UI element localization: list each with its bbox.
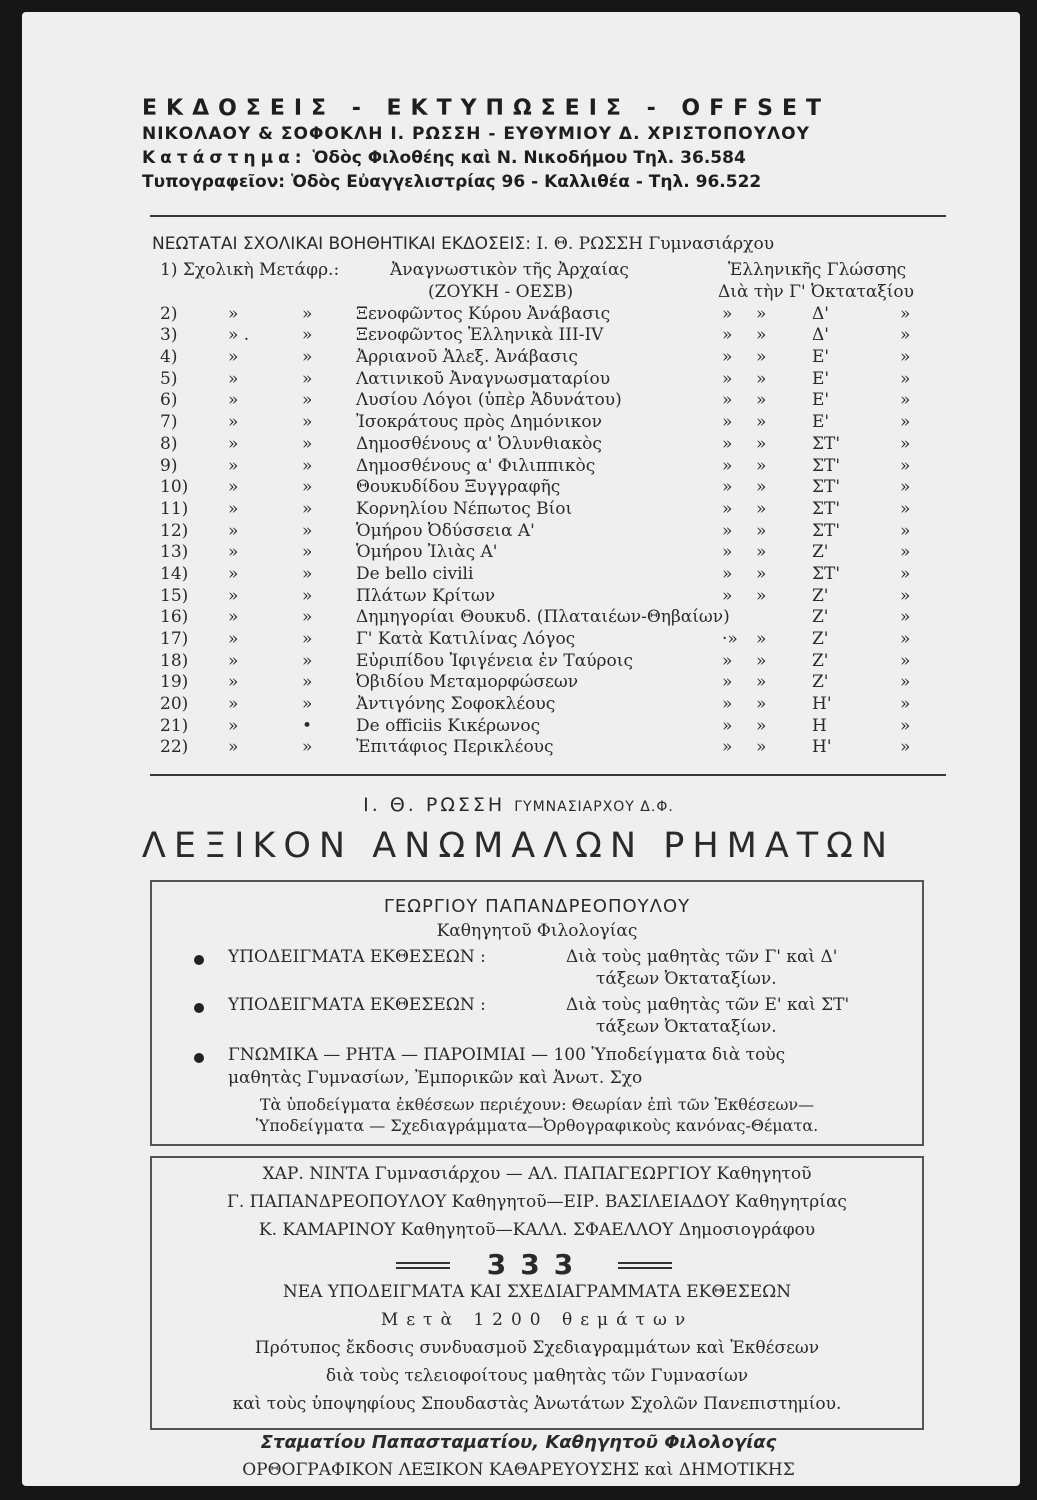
ditto-mark: » — [900, 737, 911, 758]
item-text-cont: τάξεων Ὀκταταξίων. — [596, 969, 777, 989]
ditto-mark: » — [722, 715, 733, 736]
list-item — [152, 434, 944, 456]
publisher-names: ΝΙΚΟΛΑΟΥ & ΣΟΦΟΚΛΗ Ι. ΡΩΣΣΗ - ΕΥΘΥΜΙΟΥ Δ. ΧΡΙΣΤΟΠΟΥΛΟΥ — [142, 124, 810, 144]
ditto-mark: » — [722, 433, 733, 454]
item-class: Ε' — [812, 368, 830, 389]
item-title: Κορνηλίου Νέπωτος Βίοι — [356, 498, 573, 519]
item-source: (ΖΟΥΚΗ - ΟΕΣΒ) — [428, 281, 574, 302]
ditto-mark: » — [756, 303, 767, 324]
list-item — [152, 694, 944, 716]
ditto-mark: ·» — [722, 629, 738, 649]
ditto-mark: » — [756, 650, 767, 671]
item-title: Λυσίου Λόγοι (ὑπὲρ Ἀδυνάτου) — [356, 390, 622, 411]
ditto-mark: » — [900, 368, 911, 389]
item-class: Η' — [812, 737, 832, 758]
list-item — [152, 521, 944, 543]
ditto-mark: » — [302, 694, 313, 715]
ditto-mark: » — [722, 520, 733, 541]
item-title: Ἀναγνωστικὸν τῆς Ἀρχαίας — [390, 260, 629, 280]
ditto-mark: » — [900, 629, 911, 649]
item-class: Ζ' — [812, 672, 829, 693]
ditto-mark: » — [900, 520, 911, 541]
ditto-mark: » — [228, 347, 239, 368]
ditto-mark: » — [722, 455, 733, 476]
editions-list — [152, 304, 944, 759]
ditto-mark: » — [900, 585, 911, 606]
item-title-cont: Ἑλληνικῆς Γλώσσης — [728, 260, 907, 280]
item-number: 21) — [160, 715, 189, 736]
item-class: Ζ' — [812, 585, 829, 606]
ditto-mark: » — [722, 542, 733, 563]
item-title: Ἀρριανοῦ Ἀλεξ. Ἀνάβασις — [356, 347, 578, 368]
ditto-mark: » — [756, 498, 767, 519]
ditto-mark: » — [722, 563, 733, 584]
item-number: 9) — [160, 455, 178, 476]
item-class: Ε' — [812, 347, 830, 368]
ditto-mark: » — [302, 672, 313, 693]
ditto-mark: » — [756, 477, 767, 498]
list-item — [152, 607, 944, 629]
ditto-mark: » — [900, 607, 911, 628]
ditto-mark: » — [228, 368, 239, 389]
item-prefix: 1) Σχολικὴ Μετάφρ.: — [160, 260, 340, 280]
item-text: Διὰ τοὺς μαθητὰς τῶν Ε' καὶ ΣΤ' — [566, 995, 850, 1015]
publisher-services: ΕΚΔΟΣΕΙΣ - ΕΚΤΥΠΩΣΕΙΣ - OFFSET — [142, 96, 831, 121]
item-number: 12) — [160, 520, 189, 541]
list-item — [152, 737, 944, 759]
item-class: Ζ' — [812, 650, 829, 671]
ditto-mark: » — [756, 563, 767, 584]
ditto-mark: » — [756, 433, 767, 454]
ditto-mark: » — [302, 368, 313, 389]
list-item — [152, 260, 944, 282]
item-title: Λατινικοῦ Ἀναγνωσματαρίου — [356, 368, 611, 389]
ornament-rule — [396, 1267, 450, 1269]
item-title: ΥΠΟΔΕΙΓΜΑΤΑ ΕΚΘΕΣΕΩΝ : — [228, 947, 486, 967]
press-address: Ὁδὸς Εὐαγγελιστρίας 96 - Καλλιθέα - Τηλ. 96.522 — [291, 172, 762, 192]
box2-title: ΝΕΑ ΥΠΟΔΕΙΓΜΑΤΑ ΚΑΙ ΣΧΕΔΙΑΓΡΑΜΜΑΤΑ ΕΚΘΕΣΕΩΝ — [282, 1282, 792, 1302]
ditto-mark: » — [228, 433, 239, 454]
item-number: 22) — [160, 737, 189, 758]
item-number: 19) — [160, 672, 189, 693]
ditto-mark: » — [722, 498, 733, 519]
item-title: Θουκυδίδου Ξυγγραφῆς — [356, 477, 561, 498]
ditto-mark: » — [228, 477, 239, 498]
ditto-mark: » — [756, 672, 767, 693]
ditto-mark: » — [722, 672, 733, 693]
ditto-mark: » — [302, 520, 313, 541]
list-item — [152, 390, 944, 412]
ditto-mark: » — [756, 737, 767, 758]
publisher-header — [142, 96, 946, 196]
item-number: 5) — [160, 368, 178, 389]
box2-desc: Πρότυπος ἔκδοσις συνδυασμοῦ Σχεδιαγραμμάτων καὶ Ἐκθέσεων — [254, 1338, 820, 1358]
ditto-mark: » — [756, 325, 767, 346]
item-class: Δ' — [812, 303, 829, 324]
box2-authors: Γ. ΠΑΠΑΝΔΡΕΟΠΟΥΛΟΥ Καθηγητοῦ—ΕΙΡ. ΒΑΣΙΛΕΙΑΔΟΥ Καθηγητρίας — [227, 1192, 847, 1212]
ditto-mark: » — [302, 737, 313, 758]
lexicon-author-name: Ι. Θ. ΡΩΣΣΗ — [363, 794, 506, 816]
item-number: 18) — [160, 650, 189, 671]
box2-subtitle: Μετὰ 1200 θεμάτων — [380, 1310, 694, 1330]
list-item — [152, 456, 944, 478]
ditto-mark: » — [228, 412, 239, 433]
ditto-mark: » — [900, 412, 911, 433]
ditto-mark: » — [756, 390, 767, 411]
ditto-mark: » — [228, 650, 239, 671]
ditto-mark: » — [756, 585, 767, 606]
ditto-mark: » — [302, 412, 313, 433]
ditto-mark: » — [228, 672, 239, 693]
ditto-mark: » — [900, 325, 911, 346]
list-item — [152, 542, 944, 564]
box2-authors: ΧΑΡ. ΝΙΝΤΑ Γυμνασιάρχου — ΑΛ. ΠΑΠΑΓΕΩΡΓΙΟΥ Καθηγητοῦ — [262, 1164, 812, 1184]
list-item — [152, 325, 944, 347]
item-number: 6) — [160, 390, 178, 411]
list-item — [152, 304, 944, 326]
item-title: Ὁμήρου Ὀδύσσεια Α' — [356, 520, 535, 541]
ornament-rule — [618, 1262, 672, 1264]
box2-number: 333 — [486, 1248, 588, 1281]
ditto-mark: » — [900, 347, 911, 368]
list-item-sub — [152, 282, 944, 304]
ditto-mark: » — [722, 477, 733, 498]
series-editor: Ι. Θ. ΡΩΣΣΗ Γυμνασιάρχου — [536, 234, 775, 254]
store-address: Ὁδὸς Φιλοθέης καὶ Ν. Νικοδήμου Τηλ. 36.584 — [312, 148, 746, 168]
store-label: Κατάστημα: — [142, 148, 307, 168]
bullet-icon — [194, 1053, 204, 1063]
item-class: Δ' — [812, 325, 829, 346]
box2-number-row — [152, 1248, 922, 1282]
school-editions-section — [152, 234, 944, 759]
item-number: 4) — [160, 347, 178, 368]
list-item — [152, 629, 944, 651]
series-heading — [152, 234, 944, 260]
item-title: Πλάτων Κρίτων — [356, 585, 496, 606]
item-number: 2) — [160, 303, 178, 324]
ditto-mark: » — [900, 303, 911, 324]
essays-box — [150, 880, 924, 1146]
item-title: Ἰσοκράτους πρὸς Δημόνικον — [356, 412, 602, 433]
divider — [150, 215, 946, 217]
item-title: Ὀβιδίου Μεταμορφώσεων — [356, 672, 579, 693]
ditto-mark: » — [228, 498, 239, 519]
box2-authors: Κ. ΚΑΜΑΡΙΝΟΥ Καθηγητοῦ—ΚΑΛΛ. ΣΦΑΕΛΛΟΥ Δημοσιογράφου — [258, 1220, 816, 1240]
item-title: Δημηγορίαι Θουκυδ. (Πλαταιέων-Θηβαίων) — [356, 607, 730, 628]
ditto-mark: » — [722, 650, 733, 671]
item-number: 14) — [160, 563, 189, 584]
box1-author-title: Καθηγητοῦ Φιλολογίας — [436, 921, 638, 941]
box1-note-cont: Ὑποδείγματα — Σχεδιαγράμματα—Ὀρθογραφικοὺς κανόνας-Θέματα. — [255, 1116, 819, 1135]
ditto-mark: » — [756, 715, 767, 736]
ditto-mark: » — [302, 455, 313, 476]
ditto-mark: • — [302, 715, 313, 736]
item-class: Διὰ τὴν Γ' Ὀκταταξίου — [718, 281, 914, 302]
ditto-mark: » — [228, 715, 239, 736]
ditto-mark: » — [900, 650, 911, 671]
list-item — [152, 947, 922, 993]
ditto-mark: » — [900, 498, 911, 519]
series-title: ΝΕΩΤΑΤΑΙ ΣΧΟΛΙΚΑΙ ΒΟΗΘΗΤΙΚΑΙ ΕΚΔΟΣΕΙΣ: — [152, 234, 531, 254]
list-item — [152, 412, 944, 434]
item-title: Δημοσθένους α' Φιλιππικὸς — [356, 455, 596, 476]
item-number: 7) — [160, 412, 178, 433]
store-line — [142, 148, 946, 172]
ditto-mark: » — [756, 368, 767, 389]
item-title: ΓΝΩΜΙΚΑ — ΡΗΤΑ — ΠΑΡΟΙΜΙΑΙ — 100 Ὑποδείγματα διὰ τοὺς — [228, 1045, 786, 1065]
ditto-mark: » — [900, 563, 911, 584]
ditto-mark: » — [722, 737, 733, 758]
ditto-mark: » — [722, 390, 733, 411]
footer-title: ΟΡΘΟΓΡΑΦΙΚΟΝ ΛΕΞΙΚΟΝ ΚΑΘΑΡΕΥΟΥΣΗΣ καὶ ΔΗΜΟΤΙΚΗΣ — [242, 1460, 795, 1480]
press-line — [142, 172, 946, 196]
item-title: ΥΠΟΔΕΙΓΜΑΤΑ ΕΚΘΕΣΕΩΝ : — [228, 995, 486, 1015]
ditto-mark: » — [900, 715, 911, 736]
essays-333-box — [150, 1156, 924, 1430]
item-number: 13) — [160, 542, 189, 563]
ditto-mark: » — [302, 607, 313, 628]
ditto-mark: » — [302, 542, 313, 563]
ditto-mark: » — [756, 455, 767, 476]
list-item — [152, 995, 922, 1045]
ditto-mark: » — [302, 650, 313, 671]
item-title: Γ' Κατὰ Κατιλίνας Λόγος — [356, 629, 576, 649]
item-class: ΣΤ' — [812, 498, 841, 519]
item-title: De officiis Κικέρωνος — [356, 715, 541, 736]
ditto-mark: » — [228, 694, 239, 715]
bullet-icon — [194, 955, 204, 965]
item-class: Ζ' — [812, 607, 829, 628]
ornament-rule — [396, 1262, 450, 1264]
ditto-mark: » — [900, 390, 911, 411]
press-label: Τυπογραφεῖον: — [142, 172, 286, 192]
item-class: ΣΤ' — [812, 563, 841, 584]
ditto-mark: » — [228, 455, 239, 476]
list-item — [152, 1045, 922, 1093]
item-class: ΣΤ' — [812, 455, 841, 476]
list-item — [152, 564, 944, 586]
ditto-mark: » — [302, 303, 313, 324]
ditto-mark: » — [722, 694, 733, 715]
ditto-mark: » — [302, 563, 313, 584]
item-number: 16) — [160, 607, 189, 628]
item-title: Ξενοφῶντος Ἑλληνικὰ ΙΙΙ-IV — [356, 325, 604, 346]
item-number: 17) — [160, 629, 189, 649]
item-title: Ὁμήρου Ἰλιὰς Α' — [356, 542, 498, 563]
lexicon-title: ΛΕΞΙΚΟΝ ΑΝΩΜΑΛΩΝ ΡΗΜΑΤΩΝ — [141, 826, 896, 866]
ditto-mark: » — [302, 433, 313, 454]
ditto-mark: » — [900, 433, 911, 454]
ditto-mark: » — [228, 303, 239, 324]
ditto-mark: » — [722, 347, 733, 368]
list-item — [152, 369, 944, 391]
item-text: Διὰ τοὺς μαθητὰς τῶν Γ' καὶ Δ' — [566, 947, 838, 967]
ditto-mark: » — [756, 629, 767, 649]
item-class: Η' — [812, 694, 832, 715]
ditto-mark: » — [302, 498, 313, 519]
item-class: ΣΤ' — [812, 433, 841, 454]
ditto-mark: » — [228, 737, 239, 758]
ditto-mark: » — [756, 412, 767, 433]
item-number: 20) — [160, 694, 189, 715]
list-item — [152, 477, 944, 499]
box1-author: ΓΕΩΡΓΙΟΥ ΠΑΠΑΝΔΡΕΟΠΟΥΛΟΥ — [383, 896, 691, 917]
item-text-cont: τάξεων Ὀκταταξίων. — [596, 1017, 777, 1037]
list-item — [152, 499, 944, 521]
divider — [150, 774, 946, 776]
ditto-mark: » — [228, 629, 239, 649]
ditto-mark: » . — [228, 325, 250, 346]
ditto-mark: » — [302, 629, 313, 649]
item-title: Ξενοφῶντος Κύρου Ἀνάβασις — [356, 303, 611, 324]
list-item — [152, 672, 944, 694]
box1-note: Τὰ ὑποδείγματα ἐκθέσεων περιέχουν: Θεωρίαν ἐπὶ τῶν Ἐκθέσεων— — [259, 1095, 815, 1114]
item-title: Ἐπιτάφιος Περικλέους — [356, 737, 554, 758]
ditto-mark: » — [302, 347, 313, 368]
ditto-mark: » — [228, 607, 239, 628]
ditto-mark: » — [756, 520, 767, 541]
bullet-icon — [194, 1003, 204, 1013]
item-number: 8) — [160, 433, 178, 454]
item-number: 15) — [160, 585, 189, 606]
ditto-mark: » — [228, 585, 239, 606]
box2-desc: διὰ τοὺς τελειοφοίτους μαθητὰς τῶν Γυμνασίων — [325, 1366, 749, 1386]
ditto-mark: » — [900, 694, 911, 715]
item-title: Εὐριπίδου Ἰφιγένεια ἐν Ταύροις — [356, 650, 633, 671]
item-class: ΣΤ' — [812, 520, 841, 541]
ditto-mark: » — [756, 542, 767, 563]
ditto-mark: » — [302, 585, 313, 606]
ditto-mark: » — [900, 542, 911, 563]
item-class: Ε' — [812, 390, 830, 411]
item-text-cont: μαθητὰς Γυμνασίων, Ἐμπορικῶν καὶ Ἀνωτ. Σχο — [228, 1068, 643, 1088]
item-title: Ἀντιγόνης Σοφοκλέους — [356, 694, 556, 715]
ditto-mark: » — [756, 347, 767, 368]
ditto-mark: » — [900, 672, 911, 693]
item-class: Ε' — [812, 412, 830, 433]
lexicon-author — [0, 794, 1037, 816]
ditto-mark: » — [756, 694, 767, 715]
ditto-mark: » — [722, 368, 733, 389]
item-number: 11) — [160, 498, 189, 519]
ditto-mark: » — [302, 477, 313, 498]
item-class: Ζ' — [812, 629, 829, 649]
ditto-mark: » — [228, 542, 239, 563]
ditto-mark: » — [900, 477, 911, 498]
ditto-mark: » — [302, 390, 313, 411]
ditto-mark: » — [722, 412, 733, 433]
list-item — [152, 651, 944, 673]
item-number: 10) — [160, 477, 189, 498]
item-class: Ζ' — [812, 542, 829, 563]
item-class: Η — [812, 715, 827, 736]
lexicon-author-title: ΓΥΜΝΑΣΙΑΡΧΟΥ Δ.Φ. — [514, 799, 674, 815]
footer-author: Σταματίου Παπασταματίου, Καθηγητοῦ Φιλολογίας — [260, 1432, 777, 1453]
item-title: Δημοσθένους α' Ὀλυνθιακὸς — [356, 433, 602, 454]
ditto-mark: » — [722, 585, 733, 606]
ditto-mark: » — [228, 390, 239, 411]
box2-desc: καὶ τοὺς ὑποψηφίους Σπουδαστὰς Ἀνωτάτων Σχολῶν Πανεπιστημίου. — [232, 1394, 842, 1414]
list-item — [152, 716, 944, 738]
ditto-mark: » — [228, 520, 239, 541]
ditto-mark: » — [722, 303, 733, 324]
ornament-rule — [618, 1267, 672, 1269]
list-item — [152, 586, 944, 608]
ditto-mark: » — [228, 563, 239, 584]
ditto-mark: » — [900, 455, 911, 476]
item-title: De bello civili — [356, 563, 474, 584]
ditto-mark: » — [302, 325, 313, 346]
item-number: 3) — [160, 325, 178, 346]
ditto-mark: » — [722, 325, 733, 346]
list-item — [152, 347, 944, 369]
item-class: ΣΤ' — [812, 477, 841, 498]
